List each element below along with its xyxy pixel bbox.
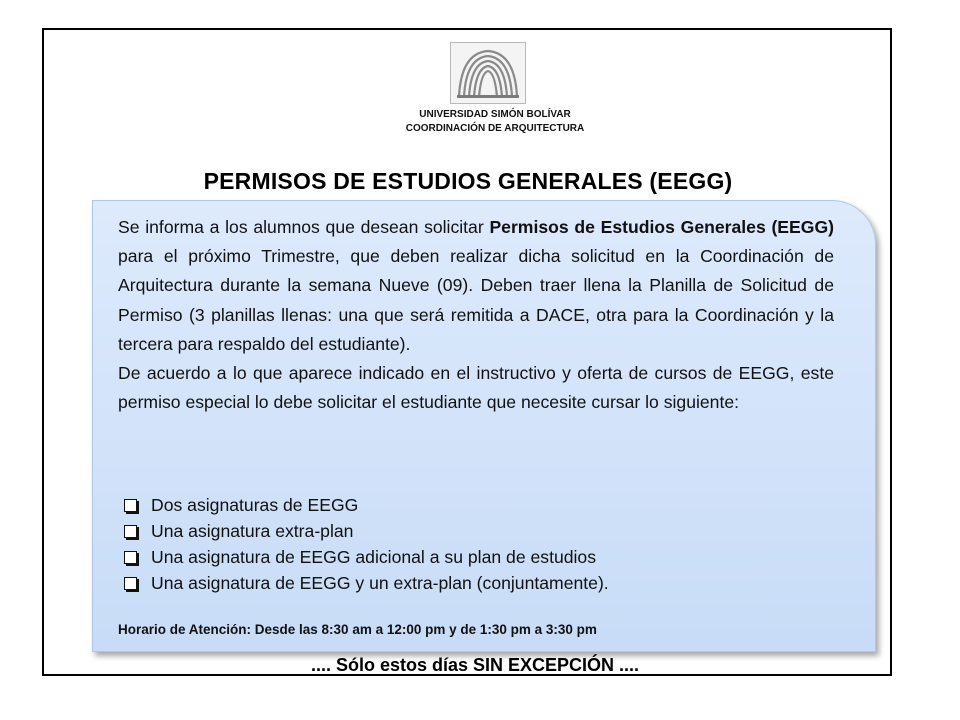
institution-header: [0, 108, 960, 136]
list-item: [122, 544, 842, 570]
list-item: [122, 492, 842, 518]
page-title: PERMISOS DE ESTUDIOS GENERALES (EEGG): [203, 168, 733, 194]
department-name: COORDINACIÓN DE ARQUITECTURA: [405, 123, 585, 134]
list-item: [122, 518, 842, 544]
list-item-label: Dos asignaturas de EEGG: [151, 495, 359, 515]
notice-paragraph-2: De acuerdo a lo que aparece indicado en el instructivo y oferta de cursos de EEGG, este permiso especial lo debe solicitar el estudiante que necesite cursar lo siguiente:: [118, 363, 834, 413]
list-item: [122, 570, 842, 596]
usb-logo-icon: [450, 42, 526, 104]
notice-text: [118, 213, 834, 417]
checkbox-icon: [124, 499, 137, 512]
intro-bold-text: Permisos de Estudios Generales (EEGG): [489, 217, 835, 237]
list-item-label: Una asignatura extra-plan: [151, 521, 354, 541]
university-name: UNIVERSIDAD SIMÓN BOLÍVAR: [419, 109, 571, 120]
checkbox-icon: [124, 577, 137, 590]
list-item-label: Una asignatura de EEGG adicional a su plan de estudios: [151, 547, 597, 567]
schedule-text: Horario de Atención: Desde las 8:30 am a 12:00 pm y de 1:30 pm a 3:30 pm: [118, 622, 597, 637]
requirements-list: [122, 492, 842, 596]
intro-text-1: Se informa a los alumnos que desean solicitar: [118, 217, 490, 237]
notice-paragraph-1: [118, 213, 834, 359]
list-item-label: Una asignatura de EEGG y un extra-plan (conjuntamente).: [151, 573, 609, 593]
intro-text-2: para el próximo Trimestre, que deben realizar dicha solicitud en la Coordinación de Arquitectura durante la semana Nueve (09). Deben traer llena la Planilla de Solicitud de Permiso (3 planillas llenas: una que será remitida a DACE, otra para la Coordinación y la tercera para respaldo del estudiante).: [118, 246, 834, 354]
checkbox-icon: [124, 525, 137, 538]
footer-note: .... Sólo estos días SIN EXCEPCIÓN ....: [310, 655, 640, 675]
checkbox-icon: [124, 551, 137, 564]
